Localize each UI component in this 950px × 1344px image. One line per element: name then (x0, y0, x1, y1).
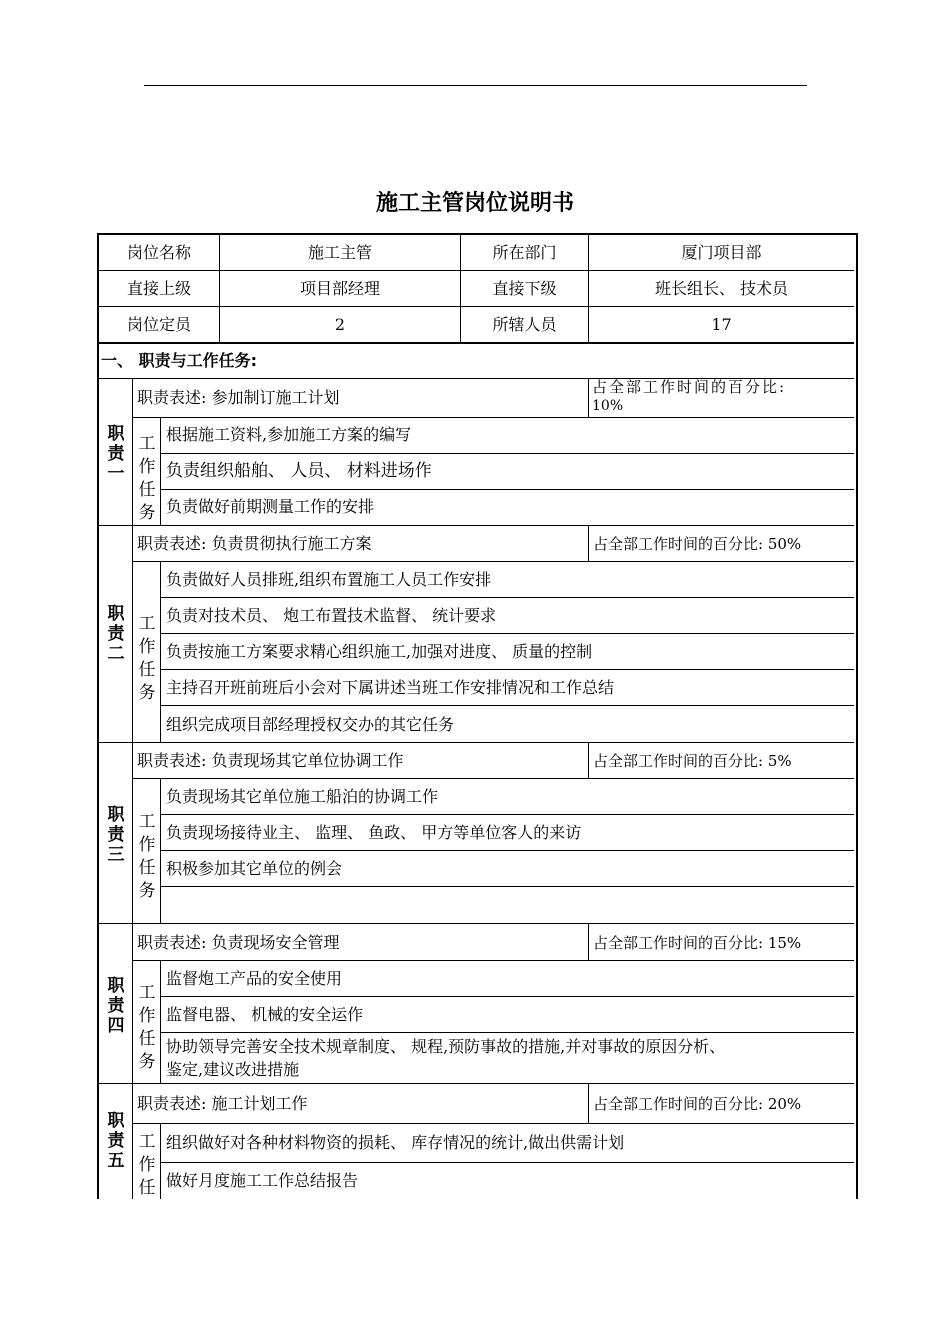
tasks-label-2: 工作任务 (138, 614, 156, 703)
position-name-label: 岗位名称 (126, 243, 191, 262)
subordinate-value: 班长组长、 技术员 (654, 279, 789, 298)
task-2-4: 主持召开班前班后小会对下属讲述当班工作安排情况和工作总结 (166, 678, 615, 697)
duty-time-pct-4: 占全部工作时间的百分比: 15% (593, 934, 802, 952)
headcount-label: 岗位定员 (126, 315, 191, 334)
duty-time-pct-5: 占全部工作时间的百分比: 20% (593, 1095, 802, 1113)
department-label: 所在部门 (492, 243, 557, 262)
task-5-2: 做好月度施工工作总结报告 (166, 1171, 359, 1190)
superior-value: 项目部经理 (299, 279, 380, 298)
duty-description-2: 职责表述: 负责贯彻执行施工方案 (137, 534, 372, 553)
task-4-2: 监督电器、 机械的安全运作 (166, 1005, 364, 1024)
tasks-label-4: 工作任务 (138, 983, 156, 1072)
headcount-value: 2 (334, 315, 346, 334)
staff-label: 所辖人员 (492, 315, 557, 334)
duty-time-pct-3: 占全部工作时间的百分比: 5% (593, 752, 792, 770)
subordinate-label: 直接下级 (492, 279, 557, 298)
duty-time-pct-2: 占全部工作时间的百分比: 50% (593, 535, 802, 553)
duty-label-3: 职责三 (107, 805, 125, 865)
duty-time-pct-1: 占全部工作时间的百分比: (592, 378, 787, 396)
duty-description-3: 职责表述: 负责现场其它单位协调工作 (137, 751, 404, 770)
task-3-2: 负责现场接待业主、 监理、 鱼政、 甲方等单位客人的来访 (166, 823, 582, 842)
duty-description-1: 职责表述: 参加制订施工计划 (137, 388, 340, 407)
duty-description-5: 职责表述: 施工计划工作 (137, 1094, 308, 1113)
superior-label: 直接上级 (126, 279, 191, 298)
duty-time-pct-1-value: 10% (592, 398, 624, 414)
duty-description-4: 职责表述: 负责现场安全管理 (137, 933, 340, 952)
task-2-1: 负责做好人员排班,组织布置施工人员工作安排 (166, 570, 492, 589)
task-2-3: 负责按施工方案要求精心组织施工,加强对进度、 质量的控制 (166, 642, 593, 661)
task-3-1: 负责现场其它单位施工船泊的协调工作 (166, 787, 439, 806)
duty-label-4: 职责四 (107, 976, 125, 1036)
task-1-3: 负责做好前期测量工作的安排 (166, 497, 375, 516)
task-1-1: 根据施工资料,参加施工方案的编写 (166, 425, 412, 444)
section-title: 一、 职责与工作任务: (101, 351, 257, 370)
task-4-1: 监督炮工产品的安全使用 (166, 969, 343, 988)
duty-label-5: 职责五 (107, 1111, 125, 1171)
task-2-5: 组织完成项目部经理授权交办的其它任务 (166, 715, 455, 734)
tasks-label-3: 工作任务 (138, 812, 156, 901)
staff-value: 17 (711, 315, 732, 334)
task-4-4: 鉴定,建议改进措施 (166, 1060, 300, 1079)
header-rule (144, 85, 807, 86)
position-name-value: 施工主管 (307, 243, 372, 262)
page-title: 施工主管岗位说明书 (375, 191, 574, 216)
tasks-label-1: 工作任务 (138, 434, 156, 523)
task-3-3: 积极参加其它单位的例会 (166, 859, 343, 878)
duty-label-2: 职责二 (107, 604, 125, 664)
tasks-label-5: 工作任 (138, 1132, 156, 1198)
department-value: 厦门项目部 (681, 243, 762, 262)
job-description-table (97, 233, 858, 1199)
task-2-2: 负责对技术员、 炮工布置技术监督、 统计要求 (166, 606, 497, 625)
task-1-2: 负责组织船舶、 人员、 材料进场作 (166, 461, 432, 481)
task-5-1: 组织做好对各种材料物资的损耗、 库存情况的统计,做出供需计划 (166, 1133, 625, 1152)
task-4-3: 协助领导完善安全技术规章制度、 规程,预防事故的措施,并对事故的原因分析、 (166, 1037, 726, 1056)
duty-label-1: 职责一 (107, 424, 125, 484)
